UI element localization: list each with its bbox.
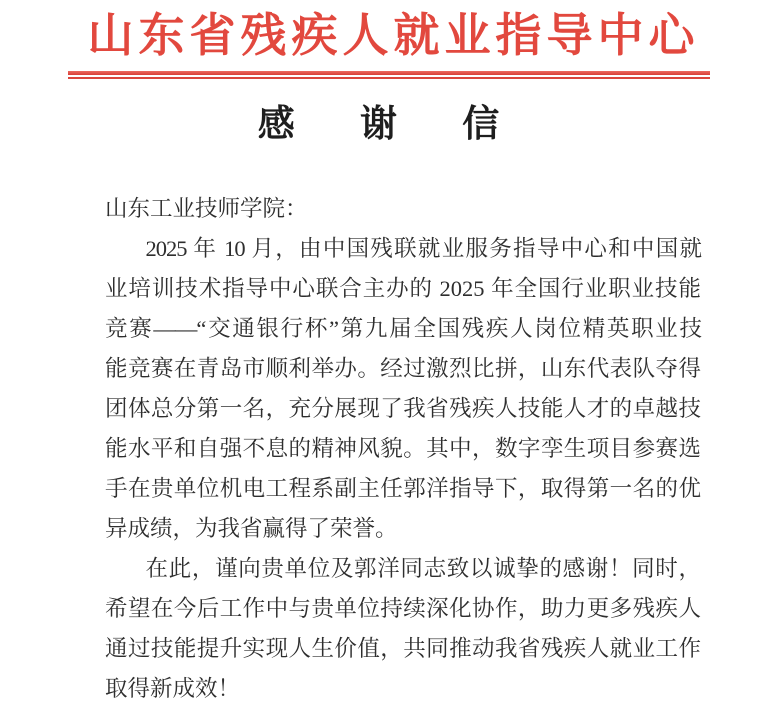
letter-title: 感 谢 信 [257, 104, 528, 145]
letterhead-divider-thin-line [68, 77, 710, 79]
letter-line: 2025 年 10 月，由中国残联就业服务指导中心和中国就 [145, 236, 701, 261]
letter-line: 在此，谨向贵单位及郭洋同志致以诚挚的感谢！同时， [145, 556, 701, 581]
letter-line: 手在贵单位机电工程系副主任郭洋指导下，取得第一名的优 [105, 476, 701, 501]
letter-line: 希望在今后工作中与贵单位持续深化协作，助力更多残疾人 [105, 596, 701, 621]
letterhead-divider [68, 71, 710, 79]
letterhead-org-name: 山东省残疾人就业指导中心 [87, 10, 700, 61]
letter-line: 异成绩，为我省赢得了荣誉。 [105, 516, 398, 541]
letter-line: 通过技能提升实现人生价值，共同推动我省残疾人就业工作 [105, 636, 701, 661]
letter-line: 取得新成效！ [105, 676, 241, 701]
letter-line: 能水平和自强不息的精神风貌。其中，数字孪生项目参赛选 [105, 436, 701, 461]
letter-line: 能竞赛在青岛市顺利举办。经过激烈比拼，山东代表队夺得 [105, 356, 701, 381]
letter-line: 业培训技术指导中心联合主办的 2025 年全国行业职业技能 [105, 276, 701, 301]
letter-salutation: 山东工业技师学院： [105, 196, 308, 221]
letter-line: 竞赛——“交通银行杯”第九届全国残疾人岗位精英职业技 [105, 316, 701, 341]
letter-line: 团体总分第一名，充分展现了我省残疾人技能人才的卓越技 [105, 396, 701, 421]
letterhead-divider-thick-line [68, 71, 710, 75]
letter-body [105, 189, 701, 709]
